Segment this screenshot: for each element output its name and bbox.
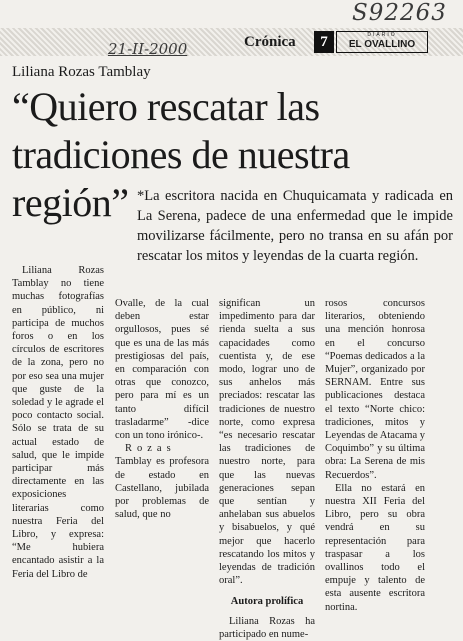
paragraph: Liliana Rozas Tamblay no tiene muchas fotografías en público, ni participa de muchos foros o en los círculos de escritores de la zona, pero no por eso sea una mujer que guste de la soledad y le agrade el poco contacto social. Sólo se trata de su actual estado de salud, que le impide participar más directamente en las exposiciones literarias como nuestra Feria del Libro, y expresa: “Me hubiera encantado asistir a la Feria del Libro de bbox=[12, 265, 104, 580]
page-number: 7 bbox=[314, 31, 334, 53]
headline-line-2: tradiciones de nuestra bbox=[12, 132, 350, 177]
headline-line-1: “Quiero rescatar las bbox=[12, 84, 320, 129]
headline-line-3: región” bbox=[12, 180, 129, 225]
catalog-number: S92263 bbox=[352, 0, 447, 26]
body-column-3 bbox=[219, 297, 315, 641]
author-line: Liliana Rozas Tamblay bbox=[12, 64, 151, 80]
paragraph-body: Tamblay es profesora de estado en Castellano, jubilada por problemas de salud, que no bbox=[115, 456, 209, 521]
masthead-name: EL OVALLINO bbox=[348, 39, 416, 50]
masthead bbox=[336, 31, 428, 53]
body-column-4 bbox=[325, 297, 425, 614]
paragraph: Ovalle, de la cual deben estar orgullosos, pues sé que es una de las más prestigiosas del país, en comparación con otras que conozco, pero para mí es un tanto difícil trasladarme” -dice con un tono irónico-. bbox=[115, 298, 209, 442]
subheading: Autora prolífica bbox=[230, 596, 304, 608]
clip-date: 21-II-2000 bbox=[108, 40, 188, 58]
masthead-kicker: DIARIO bbox=[367, 32, 397, 38]
section-title: Crónica bbox=[244, 34, 296, 50]
deck-summary: *La escritora nacida en Chuquicamata y radicada en La Serena, padece de una enfermedad que le impide movilizarse fácilmente, pero no transa en su afán por rescatar los mitos y leyendas de la cuarta región. bbox=[137, 188, 453, 264]
paragraph: significan un impedimento para dar rienda suelta a sus capacidades como cuentista y, de ese modo, lograr uno de sus anhelos más preciados: rescatar las tradiciones de nuestro norte, como expresa “es necesario rescatar las tradiciones de nuestro norte, para que las nuevas generaciones sepan que sentían y anhelaban sus abuelos y bisabuelos, y qué mejor que hacerlo rescatando los mitos y leyendas de tradición oral”. bbox=[219, 298, 315, 587]
paragraph: Ella no estará en nuestra XII Feria del Libro, pero su obra vendrá en su representación para traspasar a los ovallinos todo el empuje y talento de esta ausente escritora nortina. bbox=[325, 482, 425, 613]
paragraph-lead: Rozas bbox=[125, 443, 176, 455]
body-column-2 bbox=[115, 297, 209, 521]
paragraph: rosos concursos literarios, obteniendo una mención honrosa en el concurso “Poemas dedicados a la Mujer”, organizado por SERNAM. Entre sus publicaciones destaca el texto “Norte chico: tradiciones, mitos y Leyendas de Atacama y Coquimbo” y su última obra: La Serena de mis Recuerdos”. bbox=[325, 298, 425, 481]
paragraph: Liliana Rozas ha participado en nume- bbox=[219, 615, 315, 640]
paragraph bbox=[115, 442, 209, 521]
body-column-1 bbox=[12, 264, 104, 581]
